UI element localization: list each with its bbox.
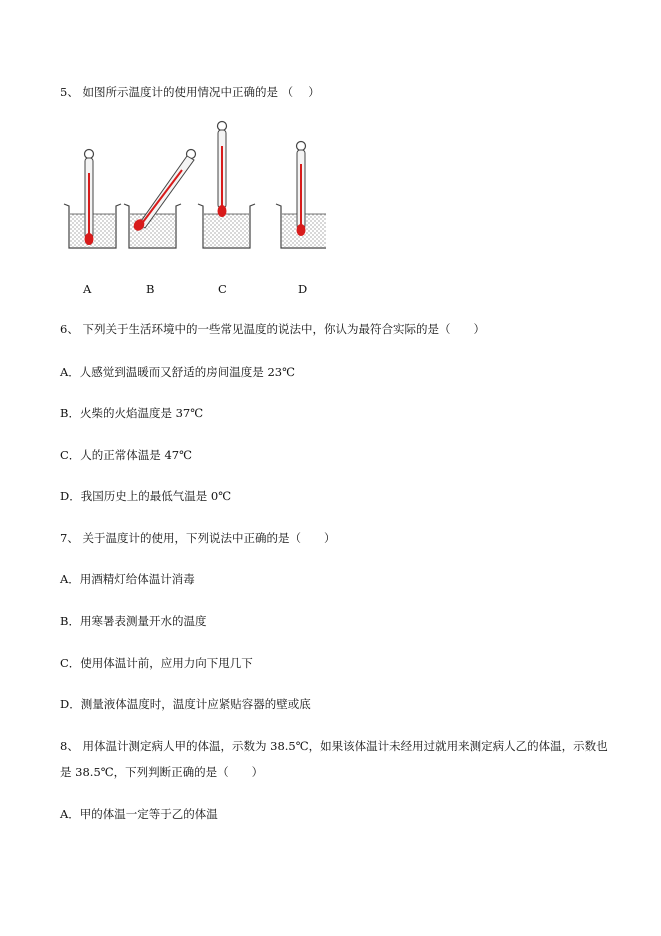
figure-label-b: B <box>146 282 155 296</box>
thermometer-figure <box>56 118 326 258</box>
q7-option-b: B．用寒暑表测量开水的温度 <box>60 614 207 628</box>
thermometer-a <box>85 150 94 246</box>
beaker-c <box>198 204 255 248</box>
thermometer-c <box>218 122 227 218</box>
figure-label-a: A <box>83 282 92 296</box>
q6-option-b: B．火柴的火焰温度是 37℃ <box>60 406 204 420</box>
q6-option-a: A．人感觉到温暖而又舒适的房间温度是 23℃ <box>60 365 295 379</box>
q8-option-a: A．甲的体温一定等于乙的体温 <box>60 807 218 821</box>
q7-stem: 7、 关于温度计的使用，下列说法中正确的是（ ） <box>60 531 336 545</box>
figure-label-c: C <box>218 282 227 296</box>
q6-option-c: C．人的正常体温是 47℃ <box>60 448 192 462</box>
q7-option-a: A．用酒精灯给体温计消毒 <box>60 572 195 586</box>
thermometer-d <box>297 142 306 237</box>
q5-stem: 5、 如图所示温度计的使用情况中正确的是 （ ） <box>60 85 320 99</box>
q8-stem-line2: 是 38.5℃，下列判断正确的是（ ） <box>60 765 264 779</box>
q8-stem-line1: 8、 用体温计测定病人甲的体温，示数为 38.5℃，如果该体温计未经用过就用来测定病人乙的体温，示数也 <box>60 739 608 753</box>
q7-option-d: D．测量液体温度时，温度计应紧贴容器的壁或底 <box>60 697 311 711</box>
figure-label-d: D <box>298 282 308 296</box>
q7-option-c: C．使用体温计前，应用力向下甩几下 <box>60 656 253 670</box>
q6-stem: 6、 下列关于生活环境中的一些常见温度的说法中，你认为最符合实际的是（ ） <box>60 322 485 336</box>
q6-option-d: D．我国历史上的最低气温是 0℃ <box>60 489 232 503</box>
